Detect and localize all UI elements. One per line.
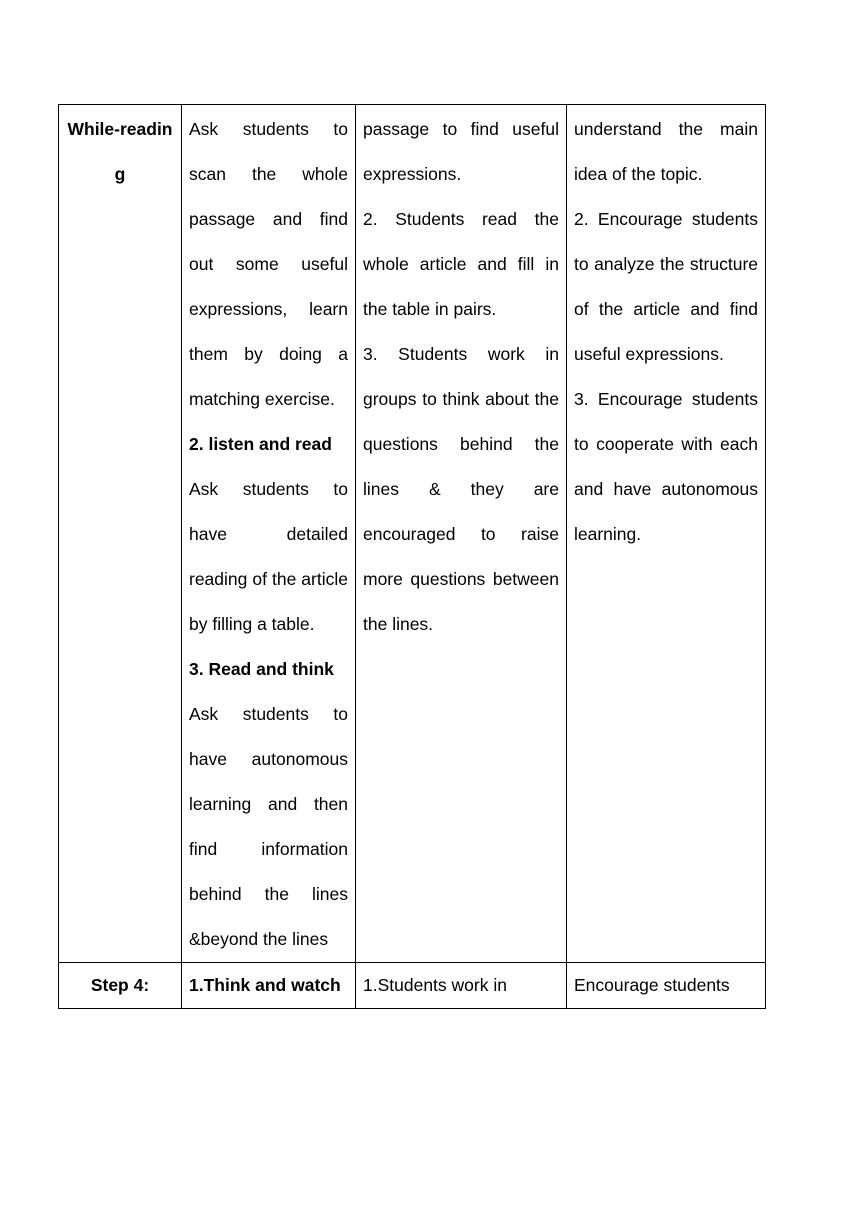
activity-heading: 3. Read and think xyxy=(189,659,334,679)
stage-label: While-reading xyxy=(67,119,173,184)
stage-cell xyxy=(59,105,182,963)
purpose-cell xyxy=(567,105,766,963)
purpose-text: 3. Encourage students to cooperate with each and have autonomous learning. xyxy=(574,389,758,544)
activity-text: Ask students to scan the whole passage and find out some useful expressions, learn them by doing a matching exercise. xyxy=(189,119,348,409)
activity-text: Ask students to have detailed reading of the article by filling a table. xyxy=(189,479,348,634)
student-activity-text: 2. Students read the whole article and fill in the table in pairs. xyxy=(363,209,559,319)
stage-label: Step 4: xyxy=(90,975,150,995)
activity-heading: 2. listen and read xyxy=(189,434,332,454)
activity-text: Ask students to have autonomous learning and then find information behind the lines &beyond the lines xyxy=(189,704,348,949)
lesson-plan-table xyxy=(58,104,766,1009)
student-activity-text: passage to find useful expressions. xyxy=(363,119,559,184)
purpose-text: understand the main idea of the topic. xyxy=(574,119,758,184)
table-row xyxy=(59,963,766,1009)
purpose-text: 2. Encourage students to analyze the structure of the article and find useful expressions. xyxy=(574,209,758,364)
student-activity-text: 1.Students work in xyxy=(363,975,507,995)
stage-cell xyxy=(59,963,182,1009)
teacher-activity-cell xyxy=(182,963,356,1009)
teacher-activity-cell xyxy=(182,105,356,963)
student-activity-cell xyxy=(356,963,567,1009)
activity-heading: 1.Think and watch xyxy=(189,975,341,995)
table-row xyxy=(59,105,766,963)
purpose-cell xyxy=(567,963,766,1009)
student-activity-text: 3. Students work in groups to think about the questions behind the lines & they are encouraged to raise more questions between the lines. xyxy=(363,344,559,634)
purpose-text: Encourage students xyxy=(574,975,730,995)
student-activity-cell xyxy=(356,105,567,963)
